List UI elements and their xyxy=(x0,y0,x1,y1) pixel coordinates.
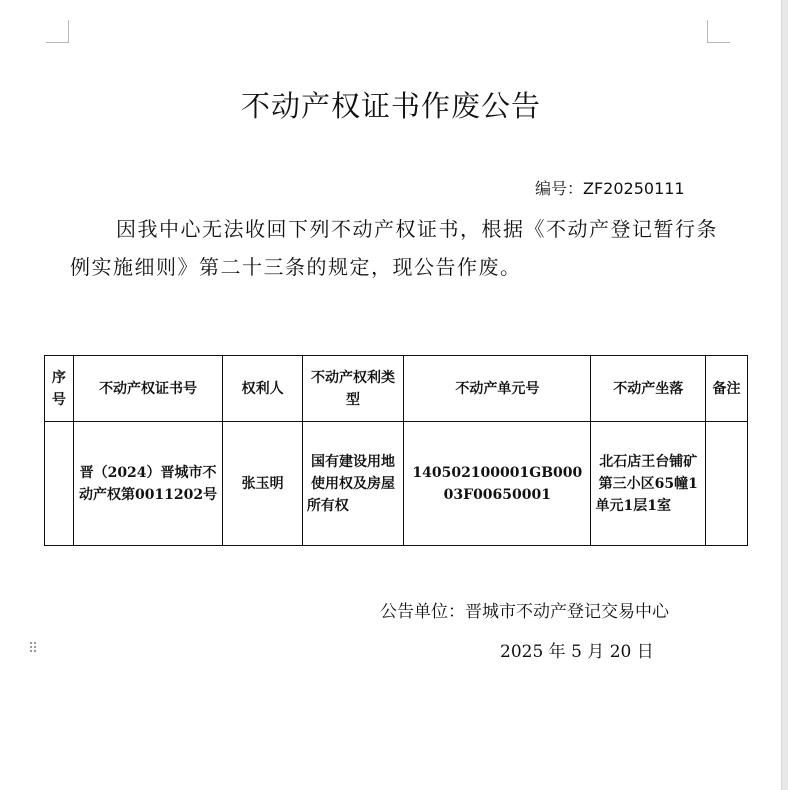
header-cert-no: 不动产权证书号 xyxy=(73,356,223,422)
cell-unit-no: 140502100001GB00003F00650001 xyxy=(404,422,591,546)
document-number: 编号：ZF20250111 xyxy=(535,179,685,198)
table-header-row xyxy=(45,356,748,422)
page-corner-mark-top-right xyxy=(707,20,730,43)
header-unit-no: 不动产单元号 xyxy=(404,356,591,422)
table-row xyxy=(45,422,748,546)
certificate-table xyxy=(44,355,748,546)
header-seq: 序号 xyxy=(45,356,74,422)
cell-location: 北石店王台铺矿第三小区65幢1单元1层1室 xyxy=(591,422,706,546)
drag-handle-icon[interactable]: ⠿ xyxy=(28,641,39,657)
cell-remark xyxy=(706,422,748,546)
announcement-date: 2025 年 5 月 20 日 xyxy=(500,642,654,662)
document-title: 不动产权证书作废公告 xyxy=(240,89,541,123)
issuing-unit: 公告单位：晋城市不动产登记交易中心 xyxy=(380,602,669,622)
announcement-body: 因我中心无法收回下列不动产权证书，根据《不动产登记暂行条例实施细则》第二十三条的规定，现公告作废。 xyxy=(70,217,718,279)
page-corner-mark-top-left xyxy=(46,20,69,43)
header-holder: 权利人 xyxy=(223,356,302,422)
cell-holder: 张玉明 xyxy=(223,422,302,546)
header-remark: 备注 xyxy=(706,356,748,422)
cell-cert-no: 晋（2024）晋城市不动产权第0011202号 xyxy=(73,422,223,546)
cell-right-type: 国有建设用地使用权及房屋所有权 xyxy=(302,422,403,546)
vertical-scrollbar[interactable] xyxy=(781,0,788,790)
header-location: 不动产坐落 xyxy=(591,356,706,422)
cell-seq xyxy=(45,422,74,546)
header-right-type: 不动产权利类型 xyxy=(302,356,403,422)
